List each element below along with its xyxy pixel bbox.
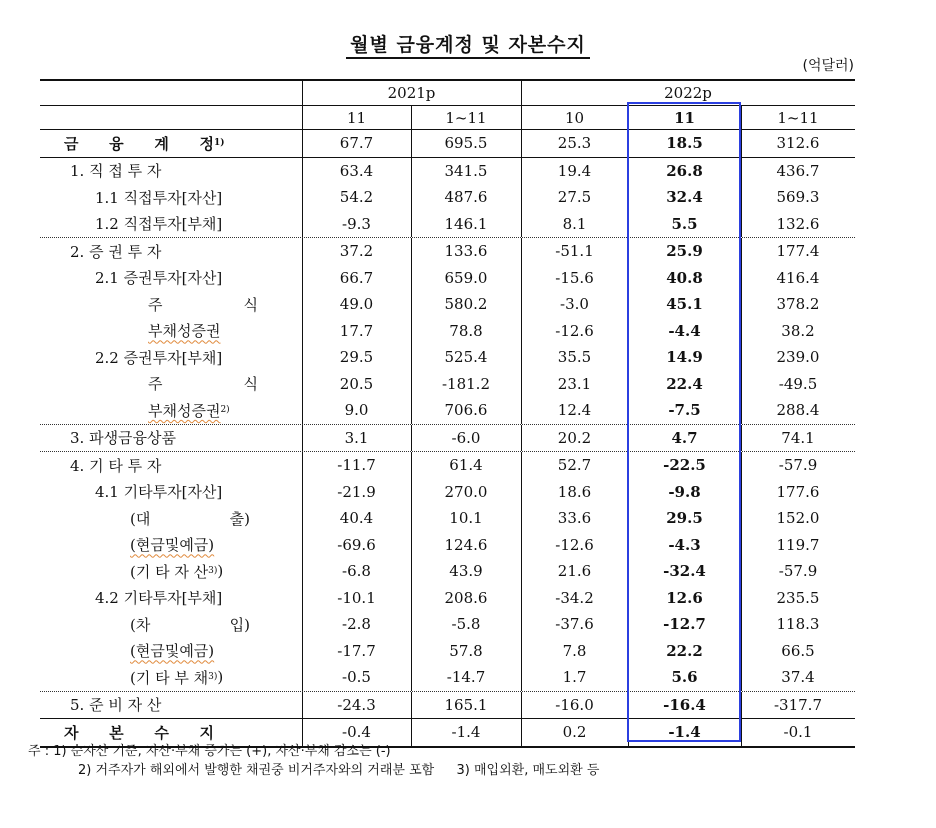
row-label-text: 1.2 직접투자[부채] — [95, 215, 223, 234]
row-label — [70, 238, 161, 265]
row-label-text: 금 융 계 정 — [64, 134, 214, 153]
val-2022-ytd: 235.5 — [776, 588, 820, 607]
val-2021-ytd: 61.4 — [449, 456, 483, 475]
val-2022-11: 4.7 — [671, 428, 698, 447]
val-2022-11: 18.5 — [666, 134, 703, 153]
val-2022-11: -22.5 — [663, 456, 706, 475]
val-2022-10: -34.2 — [555, 588, 594, 607]
row-label-text: 주 식 — [148, 375, 258, 394]
header-year-2021: 2021p — [387, 84, 436, 102]
val-2022-ytd: -49.5 — [778, 374, 818, 393]
val-2022-11: -7.5 — [668, 401, 701, 420]
val-2022-ytd: 569.3 — [776, 188, 820, 207]
val-2022-ytd: 288.4 — [776, 401, 820, 420]
row-label — [130, 664, 223, 691]
val-2022-ytd: 119.7 — [776, 535, 820, 554]
val-2022-10: 23.1 — [557, 374, 592, 393]
row-label — [130, 611, 250, 638]
val-2022-ytd: -57.9 — [778, 562, 818, 581]
row-label-text: (현금및예금) — [130, 642, 215, 661]
val-2022-11: 22.2 — [666, 641, 703, 660]
row-label-text: (기 타 자 산 — [130, 562, 209, 581]
footnotes — [28, 742, 599, 780]
val-2021-ytd: 525.4 — [444, 348, 488, 367]
row-label-text: 4.1 기타투자[자산] — [95, 483, 223, 502]
val-2021-ytd: 165.1 — [444, 695, 488, 714]
row-label — [130, 505, 250, 532]
highlight-box-2022-11 — [627, 102, 741, 742]
val-2022-10: 25.3 — [557, 134, 592, 153]
val-2022-10: 0.2 — [562, 723, 587, 742]
row-label — [70, 158, 161, 185]
val-2022-10: 1.7 — [562, 668, 587, 687]
val-2022-11: 32.4 — [666, 188, 703, 207]
val-2022-11: 45.1 — [666, 295, 703, 314]
val-2021-11: -9.3 — [342, 214, 371, 233]
row-label-text: 2.2 증권투자[부채] — [95, 348, 223, 367]
val-2022-10: -12.6 — [555, 535, 594, 554]
footnote-marker: 3) — [208, 566, 218, 577]
val-2022-10: -12.6 — [555, 321, 594, 340]
val-2021-ytd: 208.6 — [444, 588, 488, 607]
val-2022-ytd: 74.1 — [781, 428, 815, 447]
row-label-text: 주 식 — [148, 295, 258, 314]
val-2022-ytd: 177.4 — [776, 242, 820, 261]
val-2022-10: 27.5 — [557, 188, 592, 207]
val-2021-ytd: 57.8 — [449, 641, 483, 660]
val-2022-11: 14.9 — [666, 348, 703, 367]
row-label-text: 2. 증 권 투 자 — [70, 242, 162, 261]
val-2022-ytd: 436.7 — [776, 161, 820, 180]
val-2022-ytd: -317.7 — [773, 695, 822, 714]
val-2022-11: 12.6 — [666, 588, 703, 607]
val-2021-ytd: 695.5 — [444, 134, 488, 153]
val-2021-ytd: 270.0 — [444, 482, 488, 501]
row-label — [130, 558, 223, 585]
row-label — [64, 130, 225, 157]
val-2021-11: -69.6 — [337, 535, 376, 554]
val-2021-11: 49.0 — [339, 295, 374, 314]
row-label-text: (대 출) — [130, 509, 250, 528]
val-2022-10: 19.4 — [557, 161, 592, 180]
val-2022-10: -37.6 — [555, 615, 594, 634]
val-2022-11: 40.8 — [666, 268, 703, 287]
val-2021-11: 63.4 — [339, 161, 374, 180]
val-2021-ytd: 133.6 — [444, 242, 488, 261]
val-2022-10: 7.8 — [562, 641, 587, 660]
val-2022-ytd: 312.6 — [776, 134, 820, 153]
row-label — [95, 585, 222, 612]
header-col-2022-10: 10 — [564, 108, 585, 127]
footnote-line-1: 주 : 1) 순자산 기준, 자산·부채 증가는 (+), 자산·부채 감소는 (-) — [28, 744, 391, 759]
val-2021-ytd: -6.0 — [451, 428, 481, 447]
row-label — [148, 397, 230, 424]
val-2022-10: 21.6 — [557, 562, 592, 581]
val-2021-11: 54.2 — [339, 188, 374, 207]
val-2021-ytd: 78.8 — [449, 321, 483, 340]
val-2021-11: 17.7 — [339, 321, 374, 340]
val-2022-11: 5.6 — [671, 668, 698, 687]
val-2021-11: 37.2 — [339, 242, 374, 261]
val-2021-11: -17.7 — [337, 641, 376, 660]
val-2022-10: 20.2 — [557, 428, 592, 447]
val-2022-10: -16.0 — [555, 695, 594, 714]
val-2022-11: -16.4 — [663, 695, 706, 714]
row-label — [148, 371, 258, 398]
val-2021-11: -24.3 — [337, 695, 376, 714]
val-2021-ytd: 659.0 — [444, 268, 488, 287]
val-2021-ytd: -181.2 — [441, 374, 490, 393]
footnote-line-2 — [28, 761, 599, 780]
val-2022-10: 8.1 — [562, 214, 587, 233]
row-label — [148, 318, 220, 345]
val-2022-ytd: -57.9 — [778, 456, 818, 475]
val-2022-10: -51.1 — [555, 242, 594, 261]
val-2021-ytd: -14.7 — [446, 668, 486, 687]
footnote-3: 3) 매입외환, 매도외환 등 — [456, 763, 600, 778]
val-2022-ytd: 152.0 — [776, 509, 820, 528]
row-label — [95, 184, 222, 211]
header-col-2021-ytd: 1~11 — [445, 108, 487, 127]
row-label-text: 2.1 증권투자[자산] — [95, 269, 223, 288]
footnote-2: 2) 거주자가 해외에서 발행한 채권중 비거주자와의 거래분 포함 — [78, 763, 435, 778]
row-label-text: 자 본 수 지 — [64, 723, 214, 742]
val-2021-11: 3.1 — [344, 428, 369, 447]
val-2021-ytd: -5.8 — [451, 615, 481, 634]
val-2021-11: 29.5 — [339, 348, 374, 367]
val-2022-ytd: 38.2 — [781, 321, 815, 340]
val-2022-10: 18.6 — [557, 482, 592, 501]
row-label — [95, 344, 222, 371]
header-year-2022: 2022p — [664, 84, 712, 102]
val-2021-ytd: 43.9 — [449, 562, 483, 581]
val-2022-11: 22.4 — [666, 374, 703, 393]
val-2021-11: -6.8 — [342, 562, 371, 581]
val-2021-11: -10.1 — [337, 588, 376, 607]
val-2021-11: -11.7 — [337, 456, 376, 475]
val-2022-ytd: 37.4 — [781, 668, 815, 687]
val-2022-11: -32.4 — [663, 562, 706, 581]
row-label-text: (기 타 부 채 — [130, 668, 209, 687]
row-label — [70, 425, 176, 452]
footnote-marker: 1) — [214, 138, 225, 149]
val-2022-10: -15.6 — [555, 268, 594, 287]
val-2021-11: 9.0 — [344, 401, 369, 420]
footnote-marker: 2) — [220, 405, 230, 416]
val-2021-ytd: 487.6 — [444, 188, 488, 207]
row-label — [70, 452, 161, 479]
val-2021-ytd: 124.6 — [444, 535, 488, 554]
val-2022-10: 52.7 — [557, 456, 592, 475]
row-label — [95, 211, 222, 238]
val-2021-ytd: 706.6 — [444, 401, 488, 420]
val-2022-10: 12.4 — [557, 401, 592, 420]
row-label-text: 3. 파생금융상품 — [70, 429, 177, 448]
val-2022-11: 26.8 — [666, 161, 703, 180]
row-label-text: 4.2 기타투자[부채] — [95, 589, 223, 608]
val-2022-11: 29.5 — [666, 509, 703, 528]
val-2021-11: -0.5 — [342, 668, 371, 687]
closing-paren: ) — [217, 562, 224, 581]
val-2021-11: -0.4 — [342, 723, 371, 742]
val-2022-ytd: 416.4 — [776, 268, 820, 287]
row-label-text: (차 입) — [130, 615, 250, 634]
row-label-text: 부채성증권 — [148, 322, 221, 341]
val-2022-ytd: -0.1 — [783, 723, 813, 742]
val-2021-11: 66.7 — [339, 268, 374, 287]
row-label-text: (현금및예금) — [130, 536, 215, 555]
row-label — [130, 638, 214, 665]
row-label — [95, 265, 222, 292]
row-label — [148, 291, 258, 318]
val-2021-ytd: 10.1 — [449, 509, 483, 528]
row-label — [130, 532, 214, 559]
val-2022-ytd: 239.0 — [776, 348, 820, 367]
val-2022-ytd: 177.6 — [776, 482, 820, 501]
row-label-text: 부채성증권 — [148, 401, 221, 420]
val-2022-11: -4.3 — [668, 535, 701, 554]
val-2021-11: 67.7 — [339, 134, 374, 153]
val-2021-ytd: -1.4 — [451, 723, 481, 742]
val-2022-ytd: 378.2 — [776, 295, 820, 314]
val-2022-ytd: 118.3 — [776, 615, 820, 634]
val-2022-11: 25.9 — [666, 242, 703, 261]
unit-label: (억달러) — [802, 58, 854, 74]
val-2022-11: -1.4 — [668, 723, 701, 742]
val-2021-ytd: 580.2 — [444, 295, 488, 314]
val-2022-11: -4.4 — [668, 321, 701, 340]
val-2022-10: -3.0 — [560, 295, 589, 314]
row-label-text: 5. 준 비 자 산 — [70, 696, 162, 715]
row-label — [95, 479, 222, 506]
val-2021-11: 20.5 — [339, 374, 374, 393]
val-2021-ytd: 341.5 — [444, 161, 488, 180]
header-col-2022-ytd: 1~11 — [777, 108, 819, 127]
header-col-2022-11: 11 — [674, 108, 695, 127]
val-2022-11: -9.8 — [668, 482, 701, 501]
row-label — [70, 692, 161, 719]
val-2022-11: -12.7 — [663, 615, 706, 634]
val-2021-11: -2.8 — [342, 615, 371, 634]
val-2022-10: 35.5 — [557, 348, 592, 367]
row-label-text: 4. 기 타 투 자 — [70, 456, 162, 475]
val-2021-11: -21.9 — [337, 482, 376, 501]
val-2021-11: 40.4 — [339, 509, 374, 528]
footnote-marker: 3) — [208, 672, 218, 683]
val-2022-10: 33.6 — [557, 509, 592, 528]
val-2022-ytd: 132.6 — [776, 214, 820, 233]
row-label-text: 1.1 직접투자[자산] — [95, 188, 223, 207]
header-col-2021-11: 11 — [346, 108, 367, 127]
row-label-text: 1. 직 접 투 자 — [70, 162, 162, 181]
closing-paren: ) — [217, 668, 224, 687]
page-title: 월별 금융계정 및 자본수지 — [0, 30, 936, 57]
val-2021-ytd: 146.1 — [444, 214, 488, 233]
val-2022-11: 5.5 — [671, 214, 698, 233]
val-2022-ytd: 66.5 — [781, 641, 815, 660]
